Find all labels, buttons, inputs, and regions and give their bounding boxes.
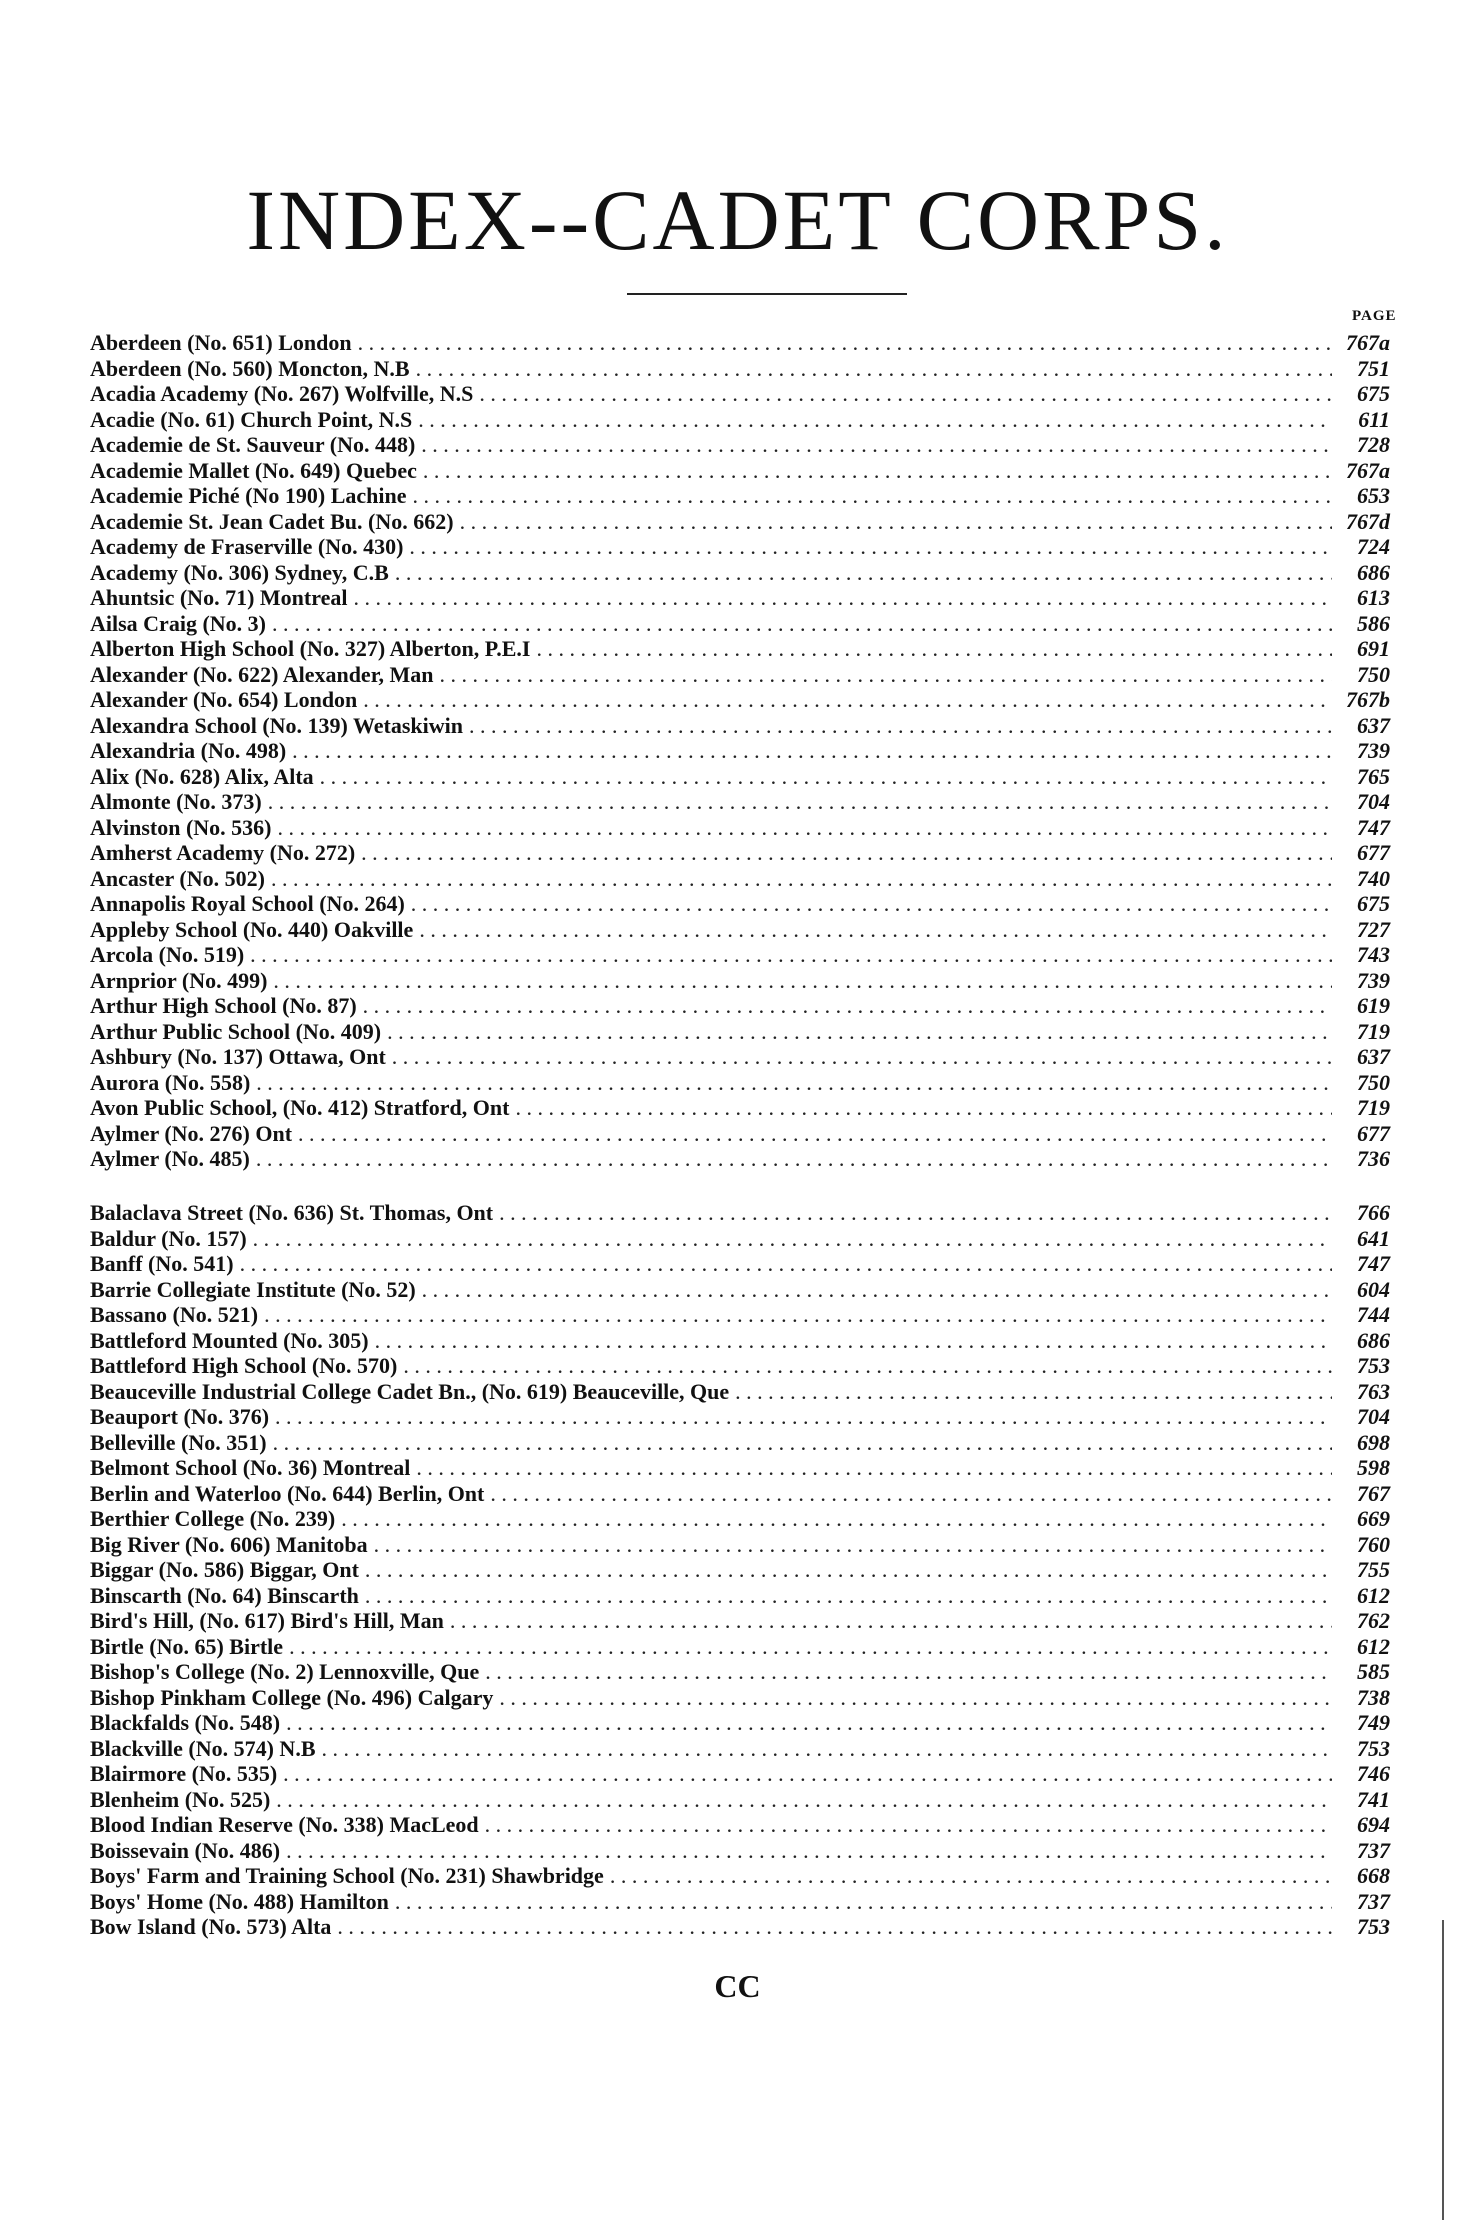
entry-name: Bird's Hill, (No. 617) Bird's Hill, Man [90, 1608, 444, 1633]
entry-page-number: 740 [1357, 865, 1390, 891]
entry-name: Battleford Mounted (No. 305) [90, 1327, 369, 1353]
index-entry [90, 534, 1390, 560]
index-entry [90, 1277, 1390, 1303]
entry-name: Academy (No. 306) Sydney, C.B [90, 559, 389, 585]
dot-leader [403, 1353, 1332, 1379]
entry-page-number: 767b [1346, 687, 1390, 712]
entry-page-number: 653 [1357, 483, 1390, 508]
dot-leader [735, 1379, 1332, 1405]
index-entry [90, 330, 1390, 356]
entry-page-number: 747 [1357, 814, 1390, 840]
entry-name: Berlin and Waterloo (No. 644) Berlin, Ont [90, 1480, 485, 1506]
dot-leader [292, 738, 1332, 764]
entry-page-number: 637 [1357, 712, 1390, 738]
entry-page-number: 727 [1357, 916, 1390, 942]
entry-page-number: 611 [1358, 406, 1390, 432]
index-entry [90, 1532, 1390, 1558]
index-entry [90, 1583, 1390, 1609]
entry-name: Bow Island (No. 573) Alta [90, 1914, 332, 1939]
entry-name: Belmont School (No. 36) Montreal [90, 1455, 411, 1480]
entry-page-number: 753 [1357, 1735, 1390, 1761]
entry-page-number: 719 [1357, 1095, 1390, 1120]
dot-leader [536, 636, 1332, 662]
entry-name: Alexandra School (No. 139) Wetaskiwin [90, 712, 464, 738]
entry-page-number: 743 [1357, 942, 1390, 967]
dot-leader [363, 993, 1332, 1019]
entry-page-number: 719 [1357, 1018, 1390, 1044]
entry-name: Birtle (No. 65) Birtle [90, 1633, 284, 1659]
dot-leader [283, 1761, 1332, 1787]
dot-leader [341, 1506, 1332, 1532]
index-entry [90, 1863, 1390, 1889]
dot-leader [273, 968, 1332, 994]
entry-name: Balaclava Street (No. 636) St. Thomas, Ont [90, 1200, 494, 1225]
dot-leader [256, 1070, 1332, 1096]
entry-page-number: 749 [1357, 1710, 1390, 1735]
index-entry [90, 1200, 1390, 1226]
index-entry [90, 560, 1390, 586]
dot-leader [439, 662, 1332, 688]
index-entry [90, 611, 1390, 637]
entry-name: Alvinston (No. 536) [90, 814, 272, 840]
index-entry [90, 1761, 1390, 1787]
dot-leader [499, 1200, 1332, 1226]
entry-name: Alberton High School (No. 327) Alberton, P.E.I [90, 636, 531, 661]
entry-page-number: 747 [1357, 1251, 1390, 1276]
dot-leader [499, 1685, 1332, 1711]
entry-page-number: 686 [1357, 1327, 1390, 1353]
entry-name: Baldur (No. 157) [90, 1225, 247, 1251]
index-entry [90, 662, 1390, 688]
entry-name: Almonte (No. 373) [90, 789, 262, 814]
dot-leader [353, 585, 1332, 611]
entry-name: Academie Piché (No 190) Lachine [90, 483, 407, 508]
entry-page-number: 750 [1357, 661, 1390, 687]
entry-page-number: 586 [1357, 610, 1390, 636]
dot-leader [256, 1146, 1332, 1172]
dot-leader [460, 509, 1332, 535]
index-entry [90, 815, 1390, 841]
entry-name: Academie St. Jean Cadet Bu. (No. 662) [90, 508, 454, 534]
entry-name: Ashbury (No. 137) Ottawa, Ont [90, 1044, 386, 1069]
entry-name: Arnprior (No. 499) [90, 967, 268, 993]
index-entry [90, 1044, 1390, 1070]
entry-name: Ailsa Craig (No. 3) [90, 610, 266, 636]
dot-leader [387, 1019, 1332, 1045]
dot-leader [286, 1838, 1332, 1864]
entry-page-number: 760 [1357, 1531, 1390, 1557]
entry-page-number: 751 [1357, 355, 1390, 381]
index-entry [90, 483, 1390, 509]
entry-page-number: 691 [1357, 636, 1390, 661]
entry-name: Big River (No. 606) Manitoba [90, 1531, 368, 1557]
entry-page-number: 585 [1357, 1659, 1390, 1684]
entry-name: Annapolis Royal School (No. 264) [90, 891, 405, 916]
dot-leader [395, 1889, 1332, 1915]
dot-leader [374, 1532, 1332, 1558]
index-entry [90, 1328, 1390, 1354]
entry-name: Avon Public School, (No. 412) Stratford, Ont [90, 1095, 510, 1120]
index-entry [90, 1302, 1390, 1328]
dot-leader [268, 789, 1332, 815]
entry-name: Blairmore (No. 535) [90, 1761, 278, 1786]
index-entry [90, 1608, 1390, 1634]
entry-page-number: 765 [1357, 763, 1390, 789]
entry-name: Banff (No. 541) [90, 1251, 234, 1276]
index-entry [90, 789, 1390, 815]
entry-page-number: 704 [1357, 789, 1390, 814]
dot-leader [298, 1121, 1332, 1147]
index-entry [90, 1019, 1390, 1045]
entry-name: Amherst Academy (No. 272) [90, 840, 356, 865]
entry-page-number: 677 [1357, 1120, 1390, 1146]
dot-leader [421, 432, 1332, 458]
entry-name: Bassano (No. 521) [90, 1302, 259, 1327]
index-entry [90, 1226, 1390, 1252]
entry-name: Berthier College (No. 239) [90, 1506, 336, 1531]
entry-page-number: 767a [1346, 330, 1390, 355]
index-entry [90, 1146, 1390, 1172]
entry-name: Alix (No. 628) Alix, Alta [90, 763, 314, 789]
entry-page-number: 739 [1357, 738, 1390, 763]
entry-name: Binscarth (No. 64) Binscarth [90, 1582, 359, 1608]
entry-name: Battleford High School (No. 570) [90, 1353, 398, 1378]
entry-name: Acadie (No. 61) Church Point, N.S [90, 406, 413, 432]
entry-page-number: 738 [1357, 1684, 1390, 1710]
dot-leader [361, 840, 1332, 866]
dot-leader [271, 866, 1332, 892]
dot-leader [286, 1710, 1332, 1736]
entry-page-number: 675 [1357, 891, 1390, 916]
entry-name: Biggar (No. 586) Biggar, Ont [90, 1557, 359, 1582]
index-entry [90, 1557, 1390, 1583]
dot-leader [418, 407, 1332, 433]
dot-leader [289, 1634, 1332, 1660]
index-entry [90, 993, 1390, 1019]
entry-page-number: 767a [1346, 457, 1390, 483]
index-entry [90, 738, 1390, 764]
dot-leader [275, 1404, 1332, 1430]
dot-leader [322, 1736, 1333, 1762]
entry-name: Blenheim (No. 525) [90, 1786, 271, 1812]
index-entry [90, 407, 1390, 433]
entry-name: Ancaster (No. 502) [90, 865, 265, 891]
entry-name: Beauport (No. 376) [90, 1404, 270, 1429]
dot-leader [485, 1659, 1332, 1685]
entry-page-number: 641 [1357, 1225, 1390, 1251]
index-entry [90, 1070, 1390, 1096]
dot-leader [276, 1787, 1332, 1813]
entry-page-number: 686 [1357, 559, 1390, 585]
dot-leader [395, 560, 1332, 586]
entry-page-number: 753 [1357, 1353, 1390, 1378]
entry-page-number: 762 [1357, 1608, 1390, 1633]
entry-name: Academie Mallet (No. 649) Quebec [90, 457, 417, 483]
entry-name: Blood Indian Reserve (No. 338) MacLeod [90, 1812, 479, 1837]
entry-page-number: 669 [1357, 1506, 1390, 1531]
entry-name: Belleville (No. 351) [90, 1429, 267, 1455]
index-entry [90, 1481, 1390, 1507]
index-entry [90, 1659, 1390, 1685]
dot-leader [485, 1812, 1332, 1838]
entry-name: Arthur High School (No. 87) [90, 993, 357, 1018]
entry-page-number: 767d [1346, 508, 1390, 534]
dot-leader [375, 1328, 1332, 1354]
entry-name: Boys' Home (No. 488) Hamilton [90, 1888, 389, 1914]
entry-page-number: 675 [1357, 381, 1390, 406]
index-entry [90, 764, 1390, 790]
entry-page-number: 698 [1357, 1429, 1390, 1455]
index-entry [90, 866, 1390, 892]
title-rule [627, 293, 907, 295]
dot-leader [363, 687, 1332, 713]
dot-leader [411, 891, 1332, 917]
dot-leader [469, 713, 1332, 739]
dot-leader [273, 1430, 1332, 1456]
margin-line [1442, 1920, 1444, 2220]
dot-leader [392, 1044, 1332, 1070]
index-entry [90, 1095, 1390, 1121]
entry-page-number: 728 [1357, 432, 1390, 457]
entry-page-number: 736 [1357, 1146, 1390, 1171]
entry-page-number: 694 [1357, 1812, 1390, 1837]
dot-leader [490, 1481, 1332, 1507]
entry-name: Aberdeen (No. 651) London [90, 330, 352, 355]
index-entry [90, 1787, 1390, 1813]
entry-name: Blackfalds (No. 548) [90, 1710, 281, 1735]
entry-name: Acadia Academy (No. 267) Wolfville, N.S [90, 381, 474, 406]
entry-name: Barrie Collegiate Institute (No. 52) [90, 1276, 416, 1302]
index-entry [90, 1404, 1390, 1430]
entry-name: Beauceville Industrial College Cadet Bn., (No. 619) Beauceville, Que [90, 1378, 730, 1404]
entry-page-number: 677 [1357, 840, 1390, 865]
index-entry [90, 585, 1390, 611]
index-entry [90, 840, 1390, 866]
entry-name: Alexander (No. 654) London [90, 687, 358, 712]
entry-page-number: 766 [1357, 1200, 1390, 1225]
entry-page-number: 619 [1357, 993, 1390, 1018]
entry-page-number: 746 [1357, 1761, 1390, 1786]
dot-leader [278, 815, 1332, 841]
entry-page-number: 739 [1357, 967, 1390, 993]
entry-page-number: 612 [1357, 1582, 1390, 1608]
entry-name: Arthur Public School (No. 409) [90, 1018, 382, 1044]
index-entry [90, 1838, 1390, 1864]
entry-name: Ahuntsic (No. 71) Montreal [90, 585, 348, 610]
entry-page-number: 737 [1357, 1888, 1390, 1914]
entry-name: Bishop's College (No. 2) Lennoxville, Que [90, 1659, 480, 1684]
index-entry [90, 1251, 1390, 1277]
dot-leader [365, 1583, 1332, 1609]
index-entry [90, 636, 1390, 662]
dot-leader [419, 917, 1332, 943]
index-entry [90, 1379, 1390, 1405]
entry-name: Blackville (No. 574) N.B [90, 1735, 316, 1761]
dot-leader [272, 611, 1332, 637]
entry-page-number: 604 [1357, 1276, 1390, 1302]
entry-page-number: 737 [1357, 1837, 1390, 1863]
dot-leader [358, 330, 1332, 356]
entry-name: Aurora (No. 558) [90, 1069, 251, 1095]
index-entry [90, 968, 1390, 994]
dot-leader [450, 1608, 1332, 1634]
index-entry [90, 381, 1390, 407]
entry-name: Boissevain (No. 486) [90, 1837, 281, 1863]
entry-name: Boys' Farm and Training School (No. 231) Shawbridge [90, 1863, 604, 1888]
entry-page-number: 753 [1357, 1914, 1390, 1939]
entry-page-number: 741 [1357, 1786, 1390, 1812]
index-entry [90, 942, 1390, 968]
index-entry [90, 1710, 1390, 1736]
entry-name: Alexandria (No. 498) [90, 738, 287, 763]
dot-leader [409, 534, 1332, 560]
entry-page-number: 612 [1357, 1633, 1390, 1659]
entry-page-number: 763 [1357, 1378, 1390, 1404]
index-entry [90, 1914, 1390, 1940]
dot-leader [264, 1302, 1332, 1328]
dot-leader [365, 1557, 1332, 1583]
dot-leader [610, 1863, 1332, 1889]
index-entry [90, 432, 1390, 458]
index-entry [90, 1889, 1390, 1915]
dot-leader [423, 458, 1332, 484]
dot-leader [240, 1251, 1332, 1277]
index-entry [90, 1455, 1390, 1481]
index-entry [90, 1506, 1390, 1532]
index-entry [90, 356, 1390, 382]
dot-leader [250, 942, 1332, 968]
dot-leader [320, 764, 1332, 790]
dot-leader [416, 356, 1332, 382]
dot-leader [422, 1277, 1332, 1303]
entry-page-number: 613 [1357, 585, 1390, 610]
entry-name: Bishop Pinkham College (No. 496) Calgary [90, 1684, 494, 1710]
entry-page-number: 755 [1357, 1557, 1390, 1582]
dot-leader [337, 1914, 1332, 1940]
dot-leader [253, 1226, 1332, 1252]
index-entry [90, 687, 1390, 713]
entry-name: Academy de Fraserville (No. 430) [90, 534, 404, 559]
entry-page-number: 668 [1357, 1863, 1390, 1888]
index-entry [90, 1353, 1390, 1379]
dot-leader [413, 483, 1333, 509]
index-entry [90, 891, 1390, 917]
dot-leader [479, 381, 1332, 407]
index-entry [90, 1121, 1390, 1147]
entry-page-number: 598 [1357, 1455, 1390, 1480]
index-entry [90, 458, 1390, 484]
entry-name: Aberdeen (No. 560) Moncton, N.B [90, 355, 410, 381]
entry-name: Alexander (No. 622) Alexander, Man [90, 661, 434, 687]
entry-name: Appleby School (No. 440) Oakville [90, 916, 414, 942]
entry-page-number: 637 [1357, 1044, 1390, 1069]
index-entry [90, 713, 1390, 739]
entry-name: Aylmer (No. 276) Ont [90, 1120, 293, 1146]
entry-page-number: 724 [1357, 534, 1390, 559]
entry-name: Aylmer (No. 485) [90, 1146, 250, 1171]
page-title: INDEX--CADET CORPS. [246, 172, 1229, 268]
index-entry [90, 917, 1390, 943]
dot-leader [515, 1095, 1332, 1121]
index-section-b [90, 1200, 1390, 1940]
page-footer: CC [714, 1968, 761, 2004]
index-entry [90, 1634, 1390, 1660]
dot-leader [416, 1455, 1332, 1481]
index-entry [90, 509, 1390, 535]
entry-name: Academie de St. Sauveur (No. 448) [90, 432, 416, 457]
index-entry [90, 1736, 1390, 1762]
index-entry [90, 1430, 1390, 1456]
index-entry [90, 1685, 1390, 1711]
page-column-header: PAGE [1352, 308, 1397, 324]
entry-page-number: 744 [1357, 1302, 1390, 1327]
entry-page-number: 704 [1357, 1404, 1390, 1429]
index-entry [90, 1812, 1390, 1838]
entry-page-number: 750 [1357, 1069, 1390, 1095]
index-section-a [90, 330, 1390, 1172]
entry-page-number: 767 [1357, 1480, 1390, 1506]
entry-name: Arcola (No. 519) [90, 942, 245, 967]
